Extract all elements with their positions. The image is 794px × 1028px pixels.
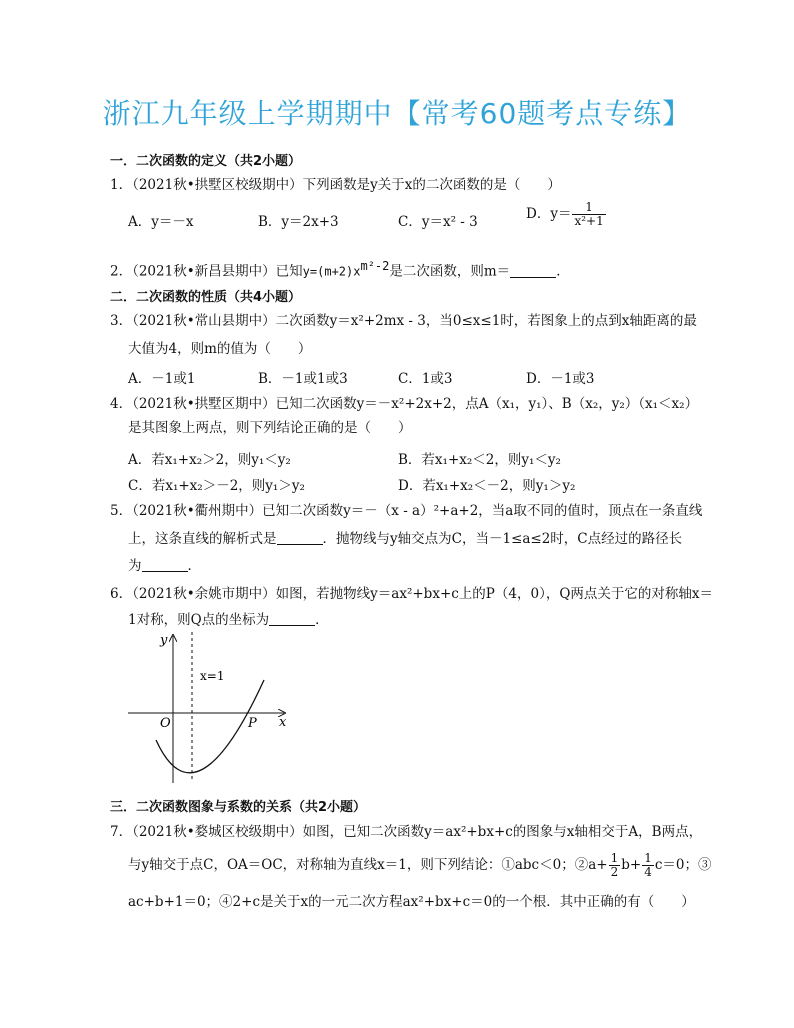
q3-number: 3． (110, 313, 133, 329)
q5-source: （2021秋•衢州期中） (132, 503, 263, 519)
q7-fraction-2-denominator: 4 (644, 865, 652, 879)
question-6 (110, 584, 713, 604)
q4-text-1: 已知二次函数y＝－x²+2x+2，点A（x₁，y₁）、B（x₂，y₂）（x₁＜x₂） (275, 396, 699, 412)
q2-source: （2021秋•新昌县期中） (132, 263, 276, 280)
q6-text-1: 如图，若抛物线y＝ax²+bx+c上的P（4，0），Q两点关于它的对称轴x＝ (275, 586, 714, 602)
q1-number: 1． (110, 177, 133, 193)
y-axis-label: y (160, 633, 168, 648)
q6-text-2b: ． (315, 612, 329, 628)
q2-answer-blank (510, 263, 556, 278)
q4-number: 4． (110, 396, 133, 412)
q3-source: （2021秋•常山县期中） (132, 313, 276, 329)
q7-fraction-2 (642, 852, 654, 879)
q2-post: 是二次函数，则m＝ (389, 263, 511, 280)
q2-pre: 已知 (275, 263, 303, 280)
q7-text-2c: c＝0；③ (654, 857, 712, 873)
section-heading-1: 一．二次函数的定义（共2小题） (110, 154, 302, 169)
q6-answer-blank (269, 611, 315, 626)
q1-option-d (526, 201, 607, 228)
q4-text-2: 是其图象上两点，则下列结论正确的是（ ） (128, 420, 412, 436)
q4-source: （2021秋•拱墅区期中） (132, 396, 276, 412)
q1-text: 下列函数是y关于x的二次函数的是（ ） (302, 177, 561, 193)
q2-number: 2． (110, 263, 133, 280)
question-7 (110, 822, 702, 842)
origin-label: O (160, 716, 171, 731)
q3-option-c: C．1或3 (398, 371, 453, 387)
q1-option-a: A．y＝－x (128, 214, 194, 230)
q5-text-3b: ． (187, 558, 201, 574)
q3-text-2: 大值为4，则m的值为（ ） (128, 341, 312, 357)
point-p-label: P (248, 716, 257, 731)
symmetry-axis-label: x=1 (200, 669, 225, 683)
q5-answer-blank-1 (277, 530, 323, 545)
q1-option-d-prefix: D．y＝ (526, 206, 572, 222)
q7-fraction-1-numerator: 1 (610, 851, 619, 865)
q1-source: （2021秋•拱墅区校级期中） (132, 177, 303, 193)
question-3 (110, 311, 697, 331)
page-title: 浙江九年级上学期期中【常考60题考点专练】 (102, 97, 692, 130)
q5-answer-blank-2 (142, 557, 188, 572)
q5-text-3a: 为 (128, 558, 142, 574)
question-4 (110, 394, 698, 414)
q5-text-2b: ．抛物线与y轴交点为C，当－1≤a≤2时，C点经过的路径长 (322, 531, 683, 547)
q6-source: （2021秋•余姚市期中） (132, 586, 276, 602)
q1-option-d-denominator: x²+1 (574, 214, 604, 228)
q6-text-2 (128, 610, 329, 630)
parabola-graph (124, 628, 299, 788)
section-heading-2: 二．二次函数的性质（共4小题） (110, 290, 302, 305)
question-5 (110, 501, 702, 521)
q7-number: 7． (110, 824, 133, 840)
q6-number: 6． (110, 586, 133, 602)
q4-option-d: D．若x₁+x₂＜－2，则y₁＞y₂ (398, 478, 576, 494)
q1-option-d-numerator: 1 (572, 201, 605, 215)
q6-text-2a: 1对称，则Q点的坐标为 (128, 612, 270, 628)
question-1 (110, 175, 561, 195)
section-heading-3: 三．二次函数图象与系数的关系（共2小题） (110, 800, 367, 815)
q3-option-d: D．－1或3 (526, 371, 595, 387)
x-axis-label: x (279, 715, 287, 730)
q5-text-1: 已知二次函数y＝－（x - a）²+a+2，当a取不同的值时，顶点在一条直线 (262, 503, 703, 519)
question-2 (110, 256, 570, 282)
q7-text-3: ac+b+1＝0；④2+c是关于x的一元二次方程ax²+bx+c＝0的一个根．其中正确的有（ ） (128, 894, 695, 910)
q1-option-c: C．y＝x² - 3 (398, 214, 478, 230)
q3-option-b: B．－1或1或3 (258, 371, 348, 387)
q7-text-2a: 与y轴交于点C，OA＝OC，对称轴为直线x＝1，则下列结论：①abc＜0；②a+ (128, 857, 608, 873)
q3-text-1: 二次函数y＝x²+2mx - 3，当0≤x≤1时，若图象上的点到x轴距离的最 (275, 313, 697, 329)
q5-text-2a: 上，这条直线的解析式是 (128, 531, 277, 547)
q7-fraction-1 (609, 852, 621, 879)
q2-formula: y=(m+2)x (302, 264, 361, 279)
q2-exponent: m²-2 (360, 259, 390, 273)
q7-text-1: 如图，已知二次函数y＝ax²+bx+c的图象与x轴相交于A，B两点， (302, 824, 703, 840)
q1-option-d-fraction (572, 201, 605, 228)
q5-text-2 (128, 529, 682, 549)
q1-option-b: B．y＝2x+3 (258, 214, 339, 230)
q5-text-3 (128, 556, 201, 576)
q7-text-2b: b+ (621, 857, 642, 873)
q2-end: ． (556, 263, 570, 280)
q7-fraction-2-numerator: 1 (644, 851, 652, 865)
q7-text-2 (128, 852, 711, 879)
q4-option-c: C．若x₁+x₂＞－2，则y₁＞y₂ (128, 478, 305, 494)
q4-option-a: A．若x₁+x₂＞2，则y₁＜y₂ (128, 452, 291, 468)
q4-option-b: B．若x₁+x₂＜2，则y₁＜y₂ (398, 452, 561, 468)
q7-source: （2021秋•婺城区校级期中） (132, 824, 303, 840)
q7-fraction-1-denominator: 2 (610, 865, 619, 879)
q3-option-a: A．－1或1 (128, 371, 196, 387)
q5-number: 5． (110, 503, 133, 519)
